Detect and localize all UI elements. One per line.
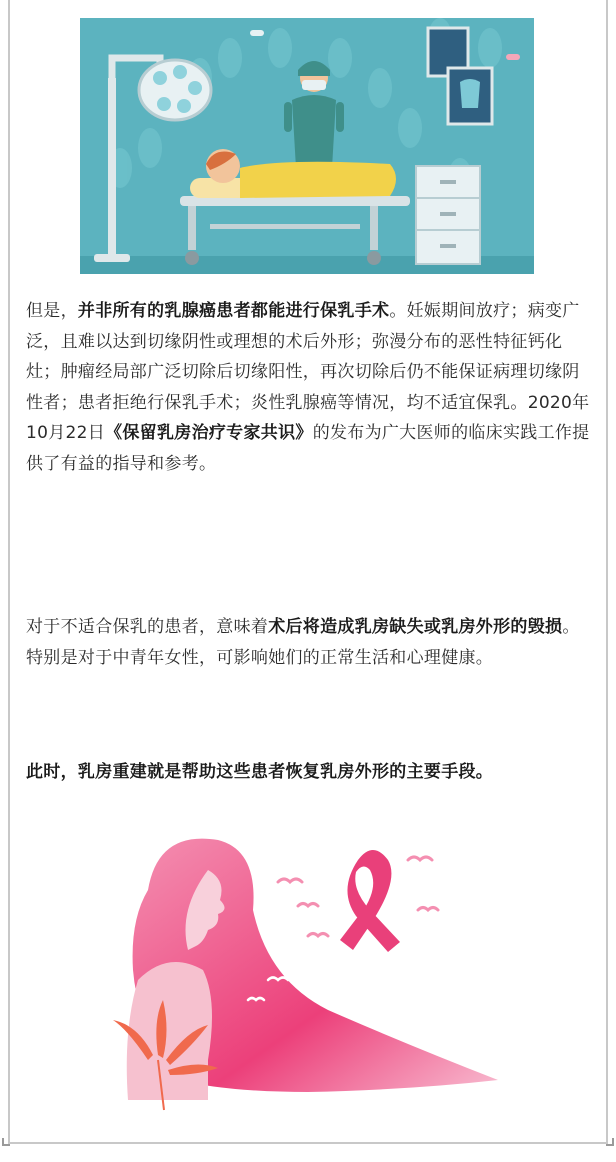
- p2-text-2: 。特别是对于中青年女性，可影响她们的正常生活和心理健康。: [26, 617, 580, 668]
- paragraph-unsuitable-patients: [26, 612, 592, 673]
- p1-text-3: 的发布为广大医师的临床实践工作提供了有益的指导和参考。: [26, 423, 590, 474]
- paragraph-reconstruction: [26, 757, 592, 788]
- p3-bold-1: 此时，乳房重建就是帮助这些患者恢复乳房外形的主要手段。: [26, 762, 494, 782]
- p1-bold-1: 并非所有的乳腺癌患者都能进行保乳手术: [77, 301, 390, 321]
- p2-bold-1: 术后将造成乳房缺失或乳房外形的毁损: [268, 617, 563, 637]
- p1-bold-consensus-title: 《保留乳房治疗专家共识》: [105, 423, 313, 443]
- operating-room-illustration: [80, 18, 534, 274]
- p1-text-1: 但是，: [26, 301, 78, 321]
- p1-text-2: 。妊娠期间放疗；病变广泛，且难以达到切缘阴性或理想的术后外形；弥漫分布的恶性特征钙化灶；肿瘤经局部广泛切除后切缘阳性，再次切除后仍不能保证病理切缘阴性者；患者拒绝行保乳手术；炎性乳腺癌等情况，均不适宜保乳。2020年10月22日: [26, 301, 590, 443]
- paragraph-surgery-contraindications: [26, 296, 592, 479]
- frame-bottom-border: [2, 1138, 614, 1148]
- pink-ribbon-woman-illustration: [108, 830, 508, 1120]
- p2-text-1: 对于不适合保乳的患者，意味着: [26, 617, 269, 637]
